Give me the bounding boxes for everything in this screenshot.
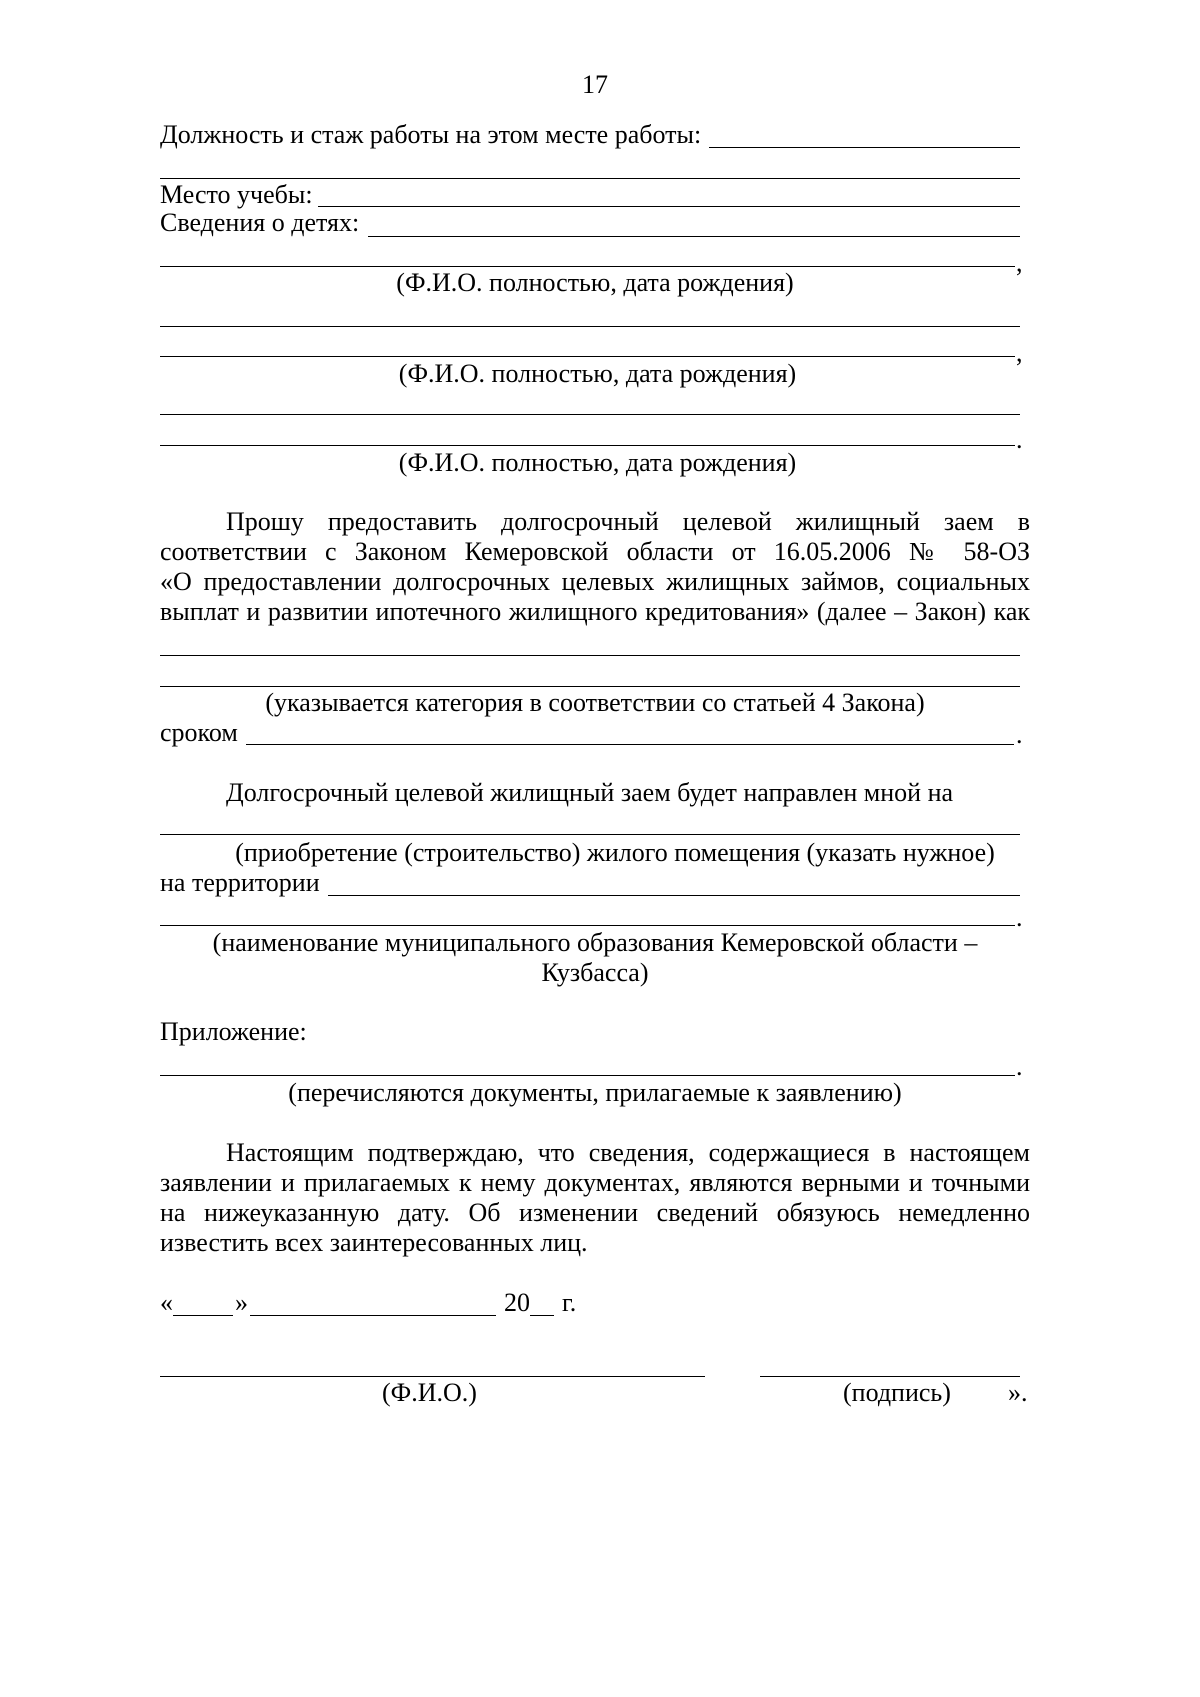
term-period: . bbox=[1016, 720, 1023, 749]
study-label: Место учебы: bbox=[160, 180, 313, 209]
date-day-input-line[interactable] bbox=[173, 1315, 233, 1316]
position-label: Должность и стаж работы на этом месте работы: bbox=[160, 120, 702, 149]
date-close-quote: » bbox=[235, 1288, 248, 1317]
children-label: Сведения о детях: bbox=[160, 208, 360, 237]
study-input-line[interactable] bbox=[318, 206, 1020, 207]
attachment-label: Приложение: bbox=[160, 1017, 307, 1046]
territory-period: . bbox=[1016, 903, 1023, 932]
name-caption: (Ф.И.О.) bbox=[382, 1378, 477, 1407]
date-month-input-line[interactable] bbox=[250, 1315, 496, 1316]
child-1-comma: , bbox=[1016, 248, 1023, 277]
confirmation-line-2: заявлении и прилагаемых к нему документах, являются верными и точными bbox=[160, 1168, 1030, 1197]
attachment-input-line[interactable] bbox=[160, 1075, 1015, 1076]
child-1-caption: (Ф.И.О. полностью, дата рождения) bbox=[396, 268, 794, 297]
confirmation-line-3: на нижеуказанную дату. Об изменении сведений обязуюсь немедленно bbox=[160, 1198, 1030, 1227]
direction-sentence: Долгосрочный целевой жилищный заем будет направлен мной на bbox=[226, 778, 954, 807]
request-line-2: соответствии с Законом Кемеровской области от 16.05.2006 № 58-ОЗ bbox=[160, 537, 1030, 566]
child-2-caption: (Ф.И.О. полностью, дата рождения) bbox=[398, 359, 797, 388]
request-line-1: Прошу предоставить долгосрочный целевой жилищный заем в bbox=[226, 507, 1030, 536]
date-year-input-line[interactable] bbox=[530, 1315, 554, 1316]
category-input-line-b[interactable] bbox=[160, 686, 1020, 687]
category-caption: (указывается категория в соответствии со статьей 4 Закона) bbox=[265, 688, 925, 717]
child-2-input-line-b[interactable] bbox=[160, 356, 1015, 357]
child-3-input-line-a[interactable] bbox=[160, 414, 1020, 415]
signature-input-line[interactable] bbox=[760, 1376, 1020, 1377]
term-label: сроком bbox=[160, 718, 238, 747]
territory-input-line[interactable] bbox=[328, 895, 1020, 896]
position-input-line-2[interactable] bbox=[160, 178, 1020, 179]
purpose-caption: (приобретение (строительство) жилого помещения (указать нужное) bbox=[235, 838, 995, 867]
term-input-line[interactable] bbox=[246, 744, 1014, 745]
child-3-input-line-b[interactable] bbox=[160, 445, 1015, 446]
attachment-period: . bbox=[1016, 1052, 1023, 1081]
signature-closing: ». bbox=[1008, 1378, 1028, 1407]
municipality-caption-1: (наименование муниципального образования Кемеровской области – bbox=[212, 928, 978, 957]
confirmation-line-4: известить всех заинтересованных лиц. bbox=[160, 1228, 588, 1257]
municipality-caption-2: Кузбасса) bbox=[541, 958, 649, 987]
request-line-3: «О предоставлении долгосрочных целевых жилищных займов, социальных bbox=[160, 567, 1030, 596]
position-input-line[interactable] bbox=[709, 147, 1020, 148]
request-line-4: выплат и развитии ипотечного жилищного кредитования» (далее – Закон) как bbox=[160, 597, 1030, 626]
child-3-caption: (Ф.И.О. полностью, дата рождения) bbox=[398, 448, 797, 477]
child-1-input-line[interactable] bbox=[160, 266, 1015, 267]
confirmation-line-1: Настоящим подтверждаю, что сведения, содержащиеся в настоящем bbox=[226, 1138, 1030, 1167]
name-input-line[interactable] bbox=[160, 1376, 705, 1377]
date-year-suffix: г. bbox=[562, 1288, 577, 1317]
purpose-input-line[interactable] bbox=[160, 834, 1020, 835]
territory-input-line-2[interactable] bbox=[160, 925, 1015, 926]
children-input-line[interactable] bbox=[368, 236, 1020, 237]
signature-caption: (подпись) bbox=[843, 1378, 951, 1407]
page-number: 17 bbox=[582, 70, 608, 99]
child-2-comma: , bbox=[1016, 338, 1023, 367]
territory-label: на территории bbox=[160, 868, 320, 897]
date-open-quote: « bbox=[160, 1288, 173, 1317]
date-year-prefix: 20 bbox=[504, 1288, 530, 1317]
attachment-caption: (перечисляются документы, прилагаемые к заявлению) bbox=[288, 1078, 902, 1107]
child-2-input-line-a[interactable] bbox=[160, 326, 1020, 327]
category-input-line-a[interactable] bbox=[160, 655, 1020, 656]
child-3-period: . bbox=[1016, 425, 1023, 454]
